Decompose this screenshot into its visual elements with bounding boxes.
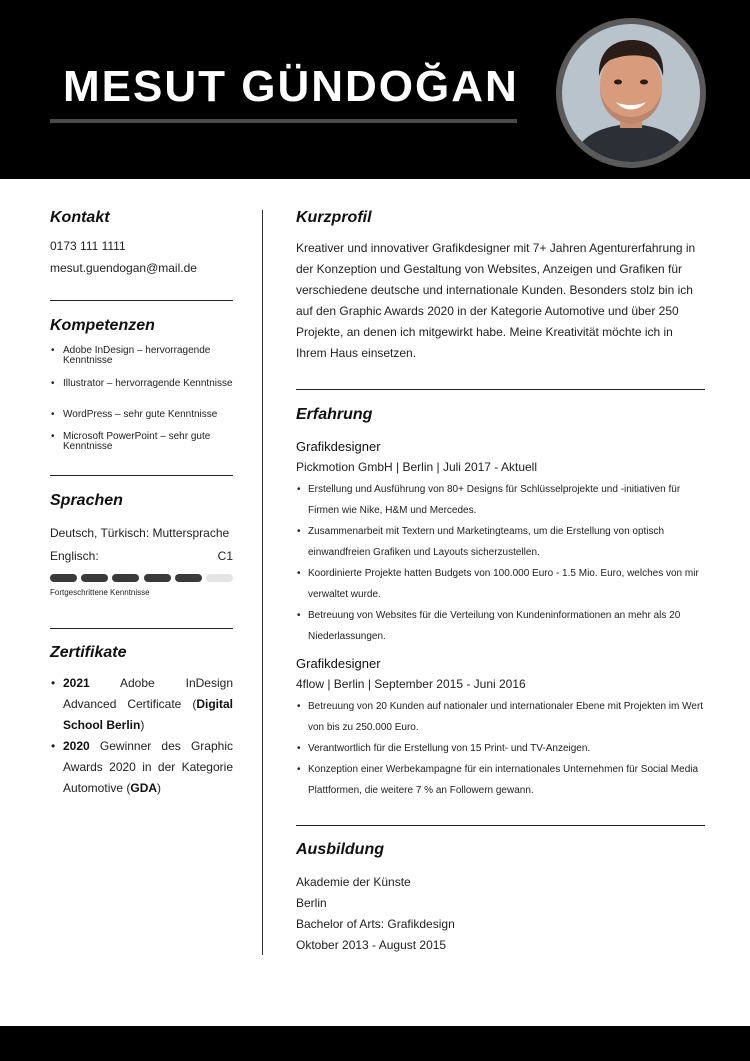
skill-item: • Microsoft PowerPoint – sehr gute Kenntnisse bbox=[50, 432, 233, 452]
education-city: Berlin bbox=[296, 896, 327, 910]
education-period: Oktober 2013 - August 2015 bbox=[296, 938, 447, 952]
certificate-text: Gewinner des Graphic Awards 2020 in der Kategorie Automotive ( bbox=[63, 739, 233, 795]
certificate-issuer: GDA bbox=[130, 781, 158, 795]
job-title: Grafikdesigner bbox=[296, 439, 381, 454]
language-english-label: Englisch: bbox=[50, 549, 99, 563]
language-english-note: Fortgeschrittene Kenntnisse bbox=[50, 588, 150, 597]
job-bullet: • Koordinierte Projekte hatten Budgets von 100.000 Euro - 1.5 Mio. Euro, welches von mir verwaltet wurde. bbox=[296, 563, 705, 605]
profile-heading: Kurzprofil bbox=[296, 209, 372, 226]
english-level-bar bbox=[50, 574, 233, 582]
education-degree: Bachelor of Arts: Grafikdesign bbox=[296, 917, 455, 931]
languages-divider bbox=[50, 628, 233, 629]
contact-phone: 0173 111 1111 bbox=[50, 239, 126, 253]
level-segment-filled bbox=[144, 574, 171, 582]
footer-bar bbox=[0, 1026, 750, 1061]
certificate-year: 2021 bbox=[63, 676, 90, 690]
level-segment-filled bbox=[112, 574, 139, 582]
certificate-text: Adobe InDesign Advanced Certificate ( bbox=[63, 676, 233, 711]
certificates-list bbox=[50, 673, 233, 799]
job-bullet: • Verantwortlich für die Erstellung von 15 Print- und TV-Anzeigen. bbox=[296, 738, 705, 759]
experience-divider bbox=[296, 825, 705, 826]
education-heading: Ausbildung bbox=[296, 841, 384, 858]
contact-divider bbox=[50, 300, 233, 301]
certificate-issuer: Digital School Berlin bbox=[63, 697, 233, 732]
level-segment-filled bbox=[175, 574, 202, 582]
language-english-level: C1 bbox=[217, 549, 233, 563]
certificate-text-end: ) bbox=[157, 781, 162, 795]
job-bullet: • Betreuung von 20 Kunden auf nationaler und internationaler Ebene mit Projekten im Wert von bis zu 250.000 Euro. bbox=[296, 696, 705, 738]
education-school: Akademie der Künste bbox=[296, 875, 411, 889]
profile-text: Kreativer und innovativer Grafikdesigner mit 7+ Jahren Agenturerfahrung in der Konzeption und Gestaltung von Websites, Anzeigen und Grafiken für verschiedene deutsche und internationale Kunden. Besonders stolz bin ich auf den Graphic Awards 2020 in der Kategorie Automotive und über 250 Projekte, an denen ich mitgewirkt habe. Meine Kreativität möchte ich in Ihrem Haus einsetzen. bbox=[296, 241, 696, 360]
job-meta: 4flow | Berlin | September 2015 - Juni 2016 bbox=[296, 677, 526, 691]
skills-divider bbox=[50, 475, 233, 476]
job-bullet: • Betreuung von Websites für die Verteilung von Kundeninformationen an mehr als 20 Niederlassungen. bbox=[296, 605, 705, 647]
level-segment-filled bbox=[50, 574, 77, 582]
column-divider bbox=[262, 210, 263, 955]
contact-email: mesut.guendogan@mail.de bbox=[50, 261, 197, 275]
portrait-illustration bbox=[562, 24, 700, 162]
certificate-text-end: ) bbox=[140, 718, 145, 732]
job-bullet: • Zusammenarbeit mit Textern und Marketingteams, um die Erstellung von optisch einwandfreien Grafiken und Layouts sicherzustellen. bbox=[296, 521, 705, 563]
experience-heading: Erfahrung bbox=[296, 406, 373, 423]
contact-heading: Kontakt bbox=[50, 209, 110, 226]
skill-item: • WordPress – sehr gute Kenntnisse bbox=[50, 410, 217, 420]
header-banner bbox=[0, 0, 750, 179]
languages-heading: Sprachen bbox=[50, 492, 123, 509]
job-title: Grafikdesigner bbox=[296, 656, 381, 671]
job-bullet: • Erstellung und Ausführung von 80+ Designs für Schlüsselprojekte und -initiativen für Firmen wie Nike, H&M und Mercedes. bbox=[296, 479, 705, 521]
profile-photo bbox=[556, 18, 706, 168]
language-english-row bbox=[50, 549, 233, 563]
job-meta: Pickmotion GmbH | Berlin | Juli 2017 - Aktuell bbox=[296, 460, 537, 474]
name-underline bbox=[50, 119, 517, 123]
certificate-year: 2020 bbox=[63, 739, 90, 753]
certificate-item bbox=[50, 736, 233, 799]
job-bullets bbox=[296, 479, 705, 647]
job-bullets bbox=[296, 696, 705, 801]
level-segment-filled bbox=[81, 574, 108, 582]
job-bullet: • Konzeption einer Werbekampagne für ein internationales Unternehmen für Social Media Plattformen, die weitere 7 % an Followern gewann. bbox=[296, 759, 705, 801]
candidate-name: MESUT GÜNDOĞAN bbox=[63, 62, 519, 111]
level-segment-empty bbox=[206, 574, 233, 582]
skill-item: • Adobe InDesign – hervorragende Kenntnisse bbox=[50, 346, 233, 366]
certificates-heading: Zertifikate bbox=[50, 644, 127, 661]
skill-item: • Illustrator – hervorragende Kenntnisse bbox=[50, 379, 233, 389]
skills-heading: Kompetenzen bbox=[50, 317, 155, 334]
languages-native: Deutsch, Türkisch: Muttersprache bbox=[50, 526, 230, 540]
profile-divider bbox=[296, 389, 705, 390]
certificate-item bbox=[50, 673, 233, 736]
